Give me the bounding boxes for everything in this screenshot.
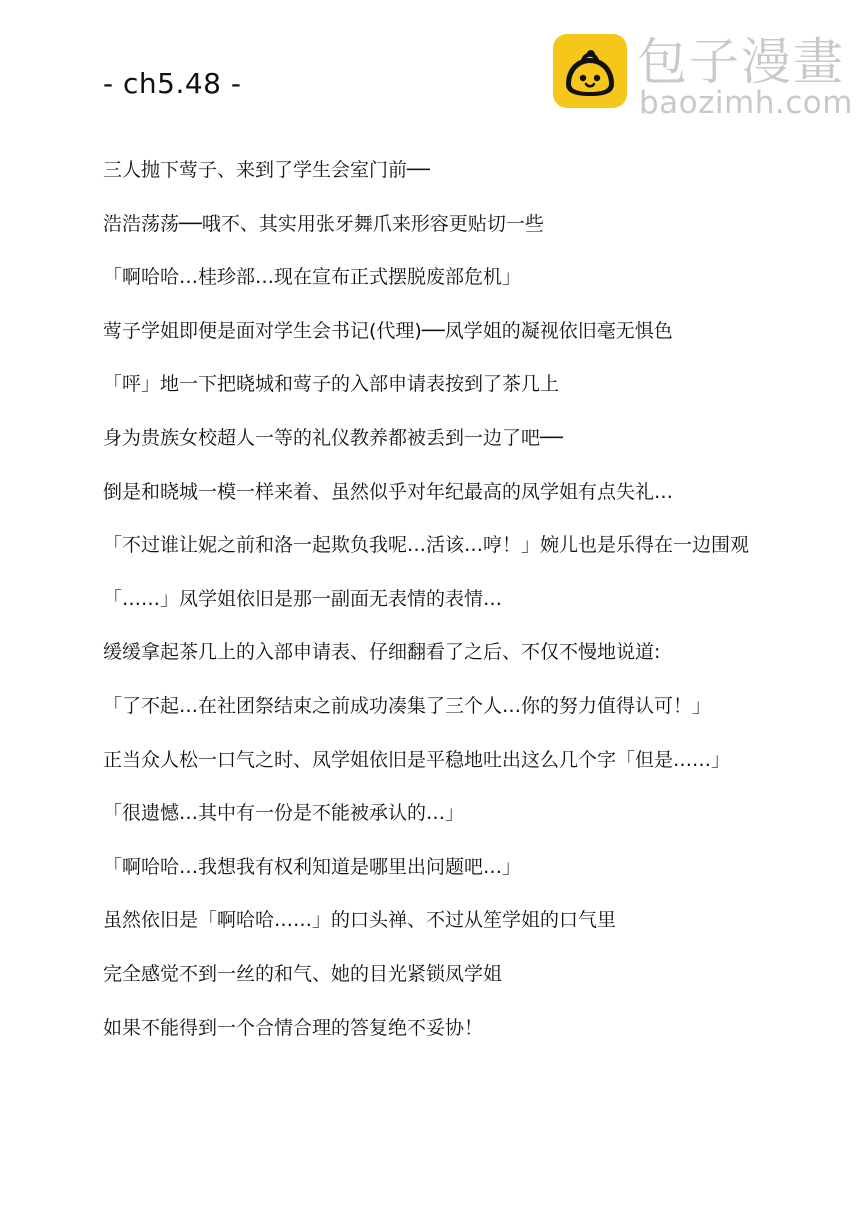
watermark-site-url: baozimh.com (639, 85, 853, 121)
chapter-text (103, 155, 823, 1066)
text-line: 「了不起…在社团祭结束之前成功凑集了三个人…你的努力值得认可！」 (103, 694, 712, 717)
text-line: 身为贵族女校超人一等的礼仪教养都被丢到一边了吧── (103, 426, 563, 449)
baozi-bun-icon (553, 34, 627, 108)
text-line: 「啊哈哈…我想我有权利知道是哪里出问题吧…」 (103, 855, 522, 878)
watermark-site-name: 包子漫畫 (637, 33, 845, 91)
text-line: 「啊哈哈…桂珍部…现在宣布正式摆脱废部危机」 (103, 266, 522, 289)
text-line: 浩浩荡荡──哦不、其实用张牙舞爪来形容更贴切一些 (103, 212, 544, 235)
text-line: 「……」凤学姐依旧是那一副面无表情的表情… (103, 587, 503, 610)
site-watermark (553, 33, 853, 121)
text-line: 缓缓拿起茶几上的入部申请表、仔细翻看了之后、不仅不慢地说道: (103, 641, 661, 664)
chapter-title: - ch5.48 - (103, 67, 242, 100)
text-line: 莺子学姐即便是面对学生会书记(代理)──凤学姐的凝视依旧毫无惧色 (103, 319, 673, 342)
text-line: 「很遗憾…其中有一份是不能被承认的…」 (103, 802, 465, 825)
text-line: 如果不能得到一个合情合理的答复绝不妥协！ (103, 1016, 484, 1039)
text-line: 正当众人松一口气之时、凤学姐依旧是平稳地吐出这么几个字「但是……」 (103, 748, 731, 771)
text-line: 「不过谁让妮之前和洛一起欺负我呢…活该…哼！」婉儿也是乐得在一边围观 (103, 534, 750, 557)
text-line: 虽然依旧是「啊哈哈……」的口头禅、不过从笙学姐的口气里 (103, 909, 617, 932)
text-line: 「呯」地一下把晓城和莺子的入部申请表按到了茶几上 (103, 373, 560, 396)
text-line: 完全感觉不到一丝的和气、她的目光紧锁凤学姐 (103, 962, 503, 985)
text-line: 三人抛下莺子、来到了学生会室门前── (103, 159, 430, 181)
text-line: 倒是和晓城一模一样来着、虽然似乎对年纪最高的凤学姐有点失礼… (103, 480, 674, 503)
